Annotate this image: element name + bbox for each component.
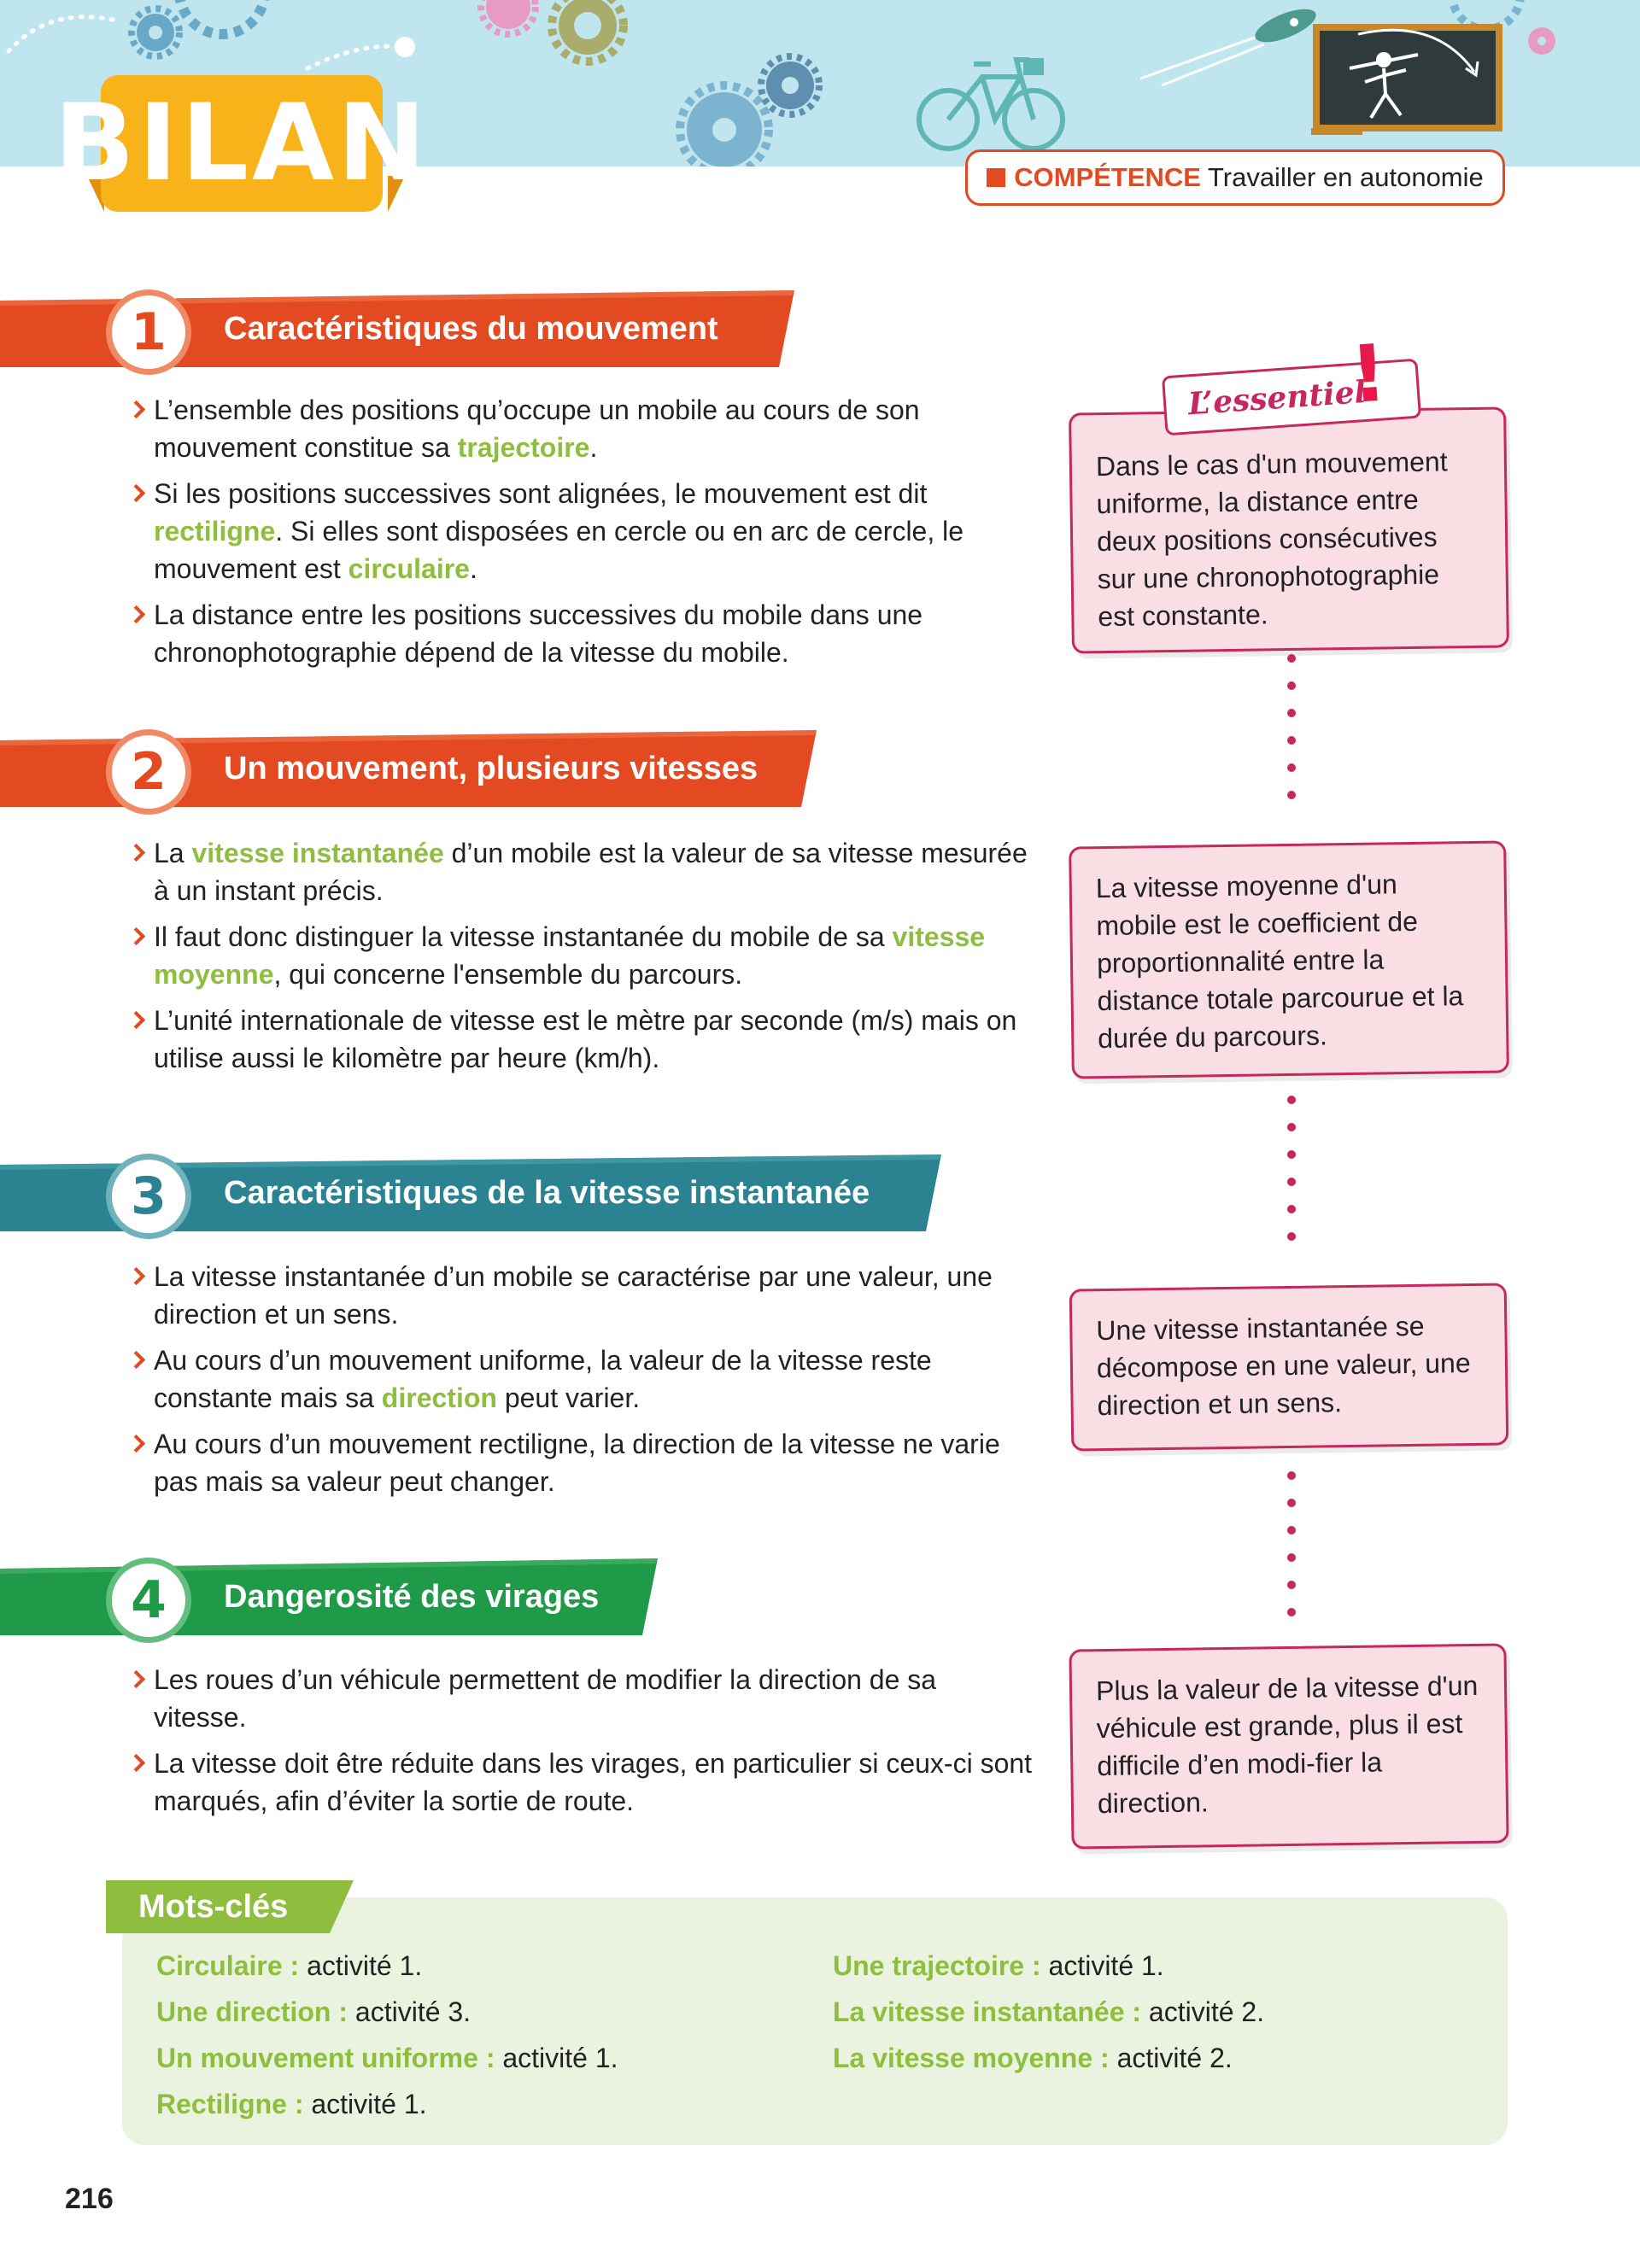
mots-cles-left-list bbox=[156, 1943, 618, 2127]
essentiel-note-4: Plus la valeur de la vitesse d'un véhicule est grande, plus il est difficile d’en modi-fier la direction. bbox=[1069, 1643, 1508, 1849]
keyword-entry: Une direction : activité 3. bbox=[156, 1996, 472, 2027]
ball-icon bbox=[395, 37, 415, 57]
section-4-header bbox=[0, 1558, 658, 1635]
section-2-header bbox=[0, 730, 817, 807]
section-4-bullets bbox=[128, 1661, 1034, 1828]
section-number: 1 bbox=[106, 289, 191, 375]
section-2-bullets bbox=[128, 834, 1034, 1085]
gear-icon bbox=[179, 0, 265, 34]
mots-cles-tab bbox=[106, 1880, 354, 1933]
keyword-entry: La vitesse moyenne : activité 2. bbox=[833, 2043, 1233, 2073]
exclamation-icon: ! bbox=[1347, 327, 1391, 421]
essentiel-note-1: Dans le cas d'un mouvement uniforme, la distance entre deux positions consécutives sur une chronophotographie est constante. bbox=[1069, 406, 1509, 653]
section-title: Caractéristiques de la vitesse instantanée bbox=[224, 1175, 870, 1211]
bullet-item: L’ensemble des positions qu’occupe un mobile au cours de son mouvement constitue sa trajectoire. bbox=[128, 391, 1034, 466]
competence-text: Travailler en autonomie bbox=[1207, 162, 1484, 192]
bullet-item: Si les positions successives sont alignées, le mouvement est dit rectiligne. Si elles sont disposées en cercle ou en arc de cercle, le mouvement est circulaire. bbox=[128, 475, 1034, 587]
competence-label: COMPÉTENCE bbox=[1014, 162, 1201, 192]
competence-badge bbox=[965, 149, 1505, 206]
keyword: direction bbox=[381, 1382, 497, 1413]
bullet-item: Au cours d’un mouvement uniforme, la valeur de la vitesse reste constante mais sa direction peut varier. bbox=[128, 1342, 1034, 1417]
mots-cles-right-list bbox=[833, 1943, 1264, 2081]
page-title: BILAN bbox=[54, 82, 430, 205]
section-number: 3 bbox=[106, 1154, 191, 1239]
keyword: circulaire bbox=[348, 553, 470, 584]
dotted-connector bbox=[1286, 1470, 1297, 1641]
bullet-item: La distance entre les positions successives du mobile dans une chronophotographie dépend de la vitesse du mobile. bbox=[128, 596, 1034, 671]
bullet-item: Au cours d’un mouvement rectiligne, la direction de la vitesse ne varie pas mais sa valeur peut changer. bbox=[128, 1425, 1034, 1500]
chalkboard-icon bbox=[1311, 24, 1502, 135]
bullet-item: La vitesse instantanée d’un mobile se caractérise par une valeur, une direction et un sens. bbox=[128, 1258, 1034, 1333]
bullet-item: L’unité internationale de vitesse est le mètre par seconde (m/s) mais on utilise aussi le kilomètre par heure (km/h). bbox=[128, 1002, 1034, 1077]
section-3-bullets bbox=[128, 1258, 1034, 1509]
dotted-connector bbox=[1286, 653, 1297, 824]
bullet-item: Les roues d’un véhicule permettent de modifier la direction de sa vitesse. bbox=[128, 1661, 1034, 1736]
keyword-entry: Rectiligne : activité 1. bbox=[156, 2089, 427, 2119]
section-1-header bbox=[0, 290, 794, 367]
keyword-entry: Circulaire : activité 1. bbox=[156, 1950, 423, 1981]
gear-icon bbox=[552, 0, 624, 61]
section-3-header bbox=[0, 1154, 941, 1231]
keyword-entry: La vitesse instantanée : activité 2. bbox=[833, 1996, 1265, 2027]
essentiel-note-2: La vitesse moyenne d'un mobile est le coefficient de proportionnalité entre la distance totale parcourue et la durée du parcours. bbox=[1069, 840, 1509, 1078]
gear-icon bbox=[132, 9, 179, 56]
mots-cles-title: Mots-clés bbox=[138, 1889, 289, 1925]
bullet-item: Il faut donc distinguer la vitesse instantanée du mobile de sa vitesse moyenne, qui concerne l'ensemble du parcours. bbox=[128, 918, 1034, 993]
dotted-connector bbox=[1286, 1095, 1297, 1266]
gear-icon bbox=[761, 56, 819, 114]
section-number: 2 bbox=[106, 729, 191, 815]
square-bullet-icon bbox=[987, 168, 1005, 187]
keyword: trajectoire bbox=[457, 432, 590, 463]
bullet-item: La vitesse instantanée d’un mobile est la valeur de sa vitesse mesurée à un instant précis. bbox=[128, 834, 1034, 909]
keyword: rectiligne bbox=[154, 516, 276, 547]
keyword: vitesse moyenne bbox=[154, 921, 986, 990]
page-number: 216 bbox=[65, 2183, 114, 2215]
keyword-entry: Une trajectoire : activité 1. bbox=[833, 1950, 1164, 1981]
section-title: Caractéristiques du mouvement bbox=[224, 311, 718, 347]
rocket-icon bbox=[1140, 3, 1320, 85]
essentiel-label: L’essentiel bbox=[1186, 373, 1368, 423]
keyword-entry: Un mouvement uniforme : activité 1. bbox=[156, 2043, 618, 2073]
bullet-item: La vitesse doit être réduite dans les virages, en particulier si ceux-ci sont marqués, afin d’éviter la sortie de route. bbox=[128, 1745, 1034, 1820]
section-number: 4 bbox=[106, 1558, 191, 1643]
section-title: Un mouvement, plusieurs vitesses bbox=[224, 751, 758, 786]
keyword: vitesse instantanée bbox=[191, 838, 444, 868]
section-1-bullets bbox=[128, 391, 1034, 680]
section-title: Dangerosité des virages bbox=[224, 1579, 600, 1615]
gear-icon bbox=[680, 85, 769, 167]
essentiel-note-3: Une vitesse instantanée se décompose en une valeur, une direction et un sens. bbox=[1069, 1283, 1509, 1451]
gear-icon bbox=[481, 0, 536, 34]
bicycle-icon bbox=[919, 58, 1063, 149]
bilan-title-badge bbox=[54, 75, 430, 212]
